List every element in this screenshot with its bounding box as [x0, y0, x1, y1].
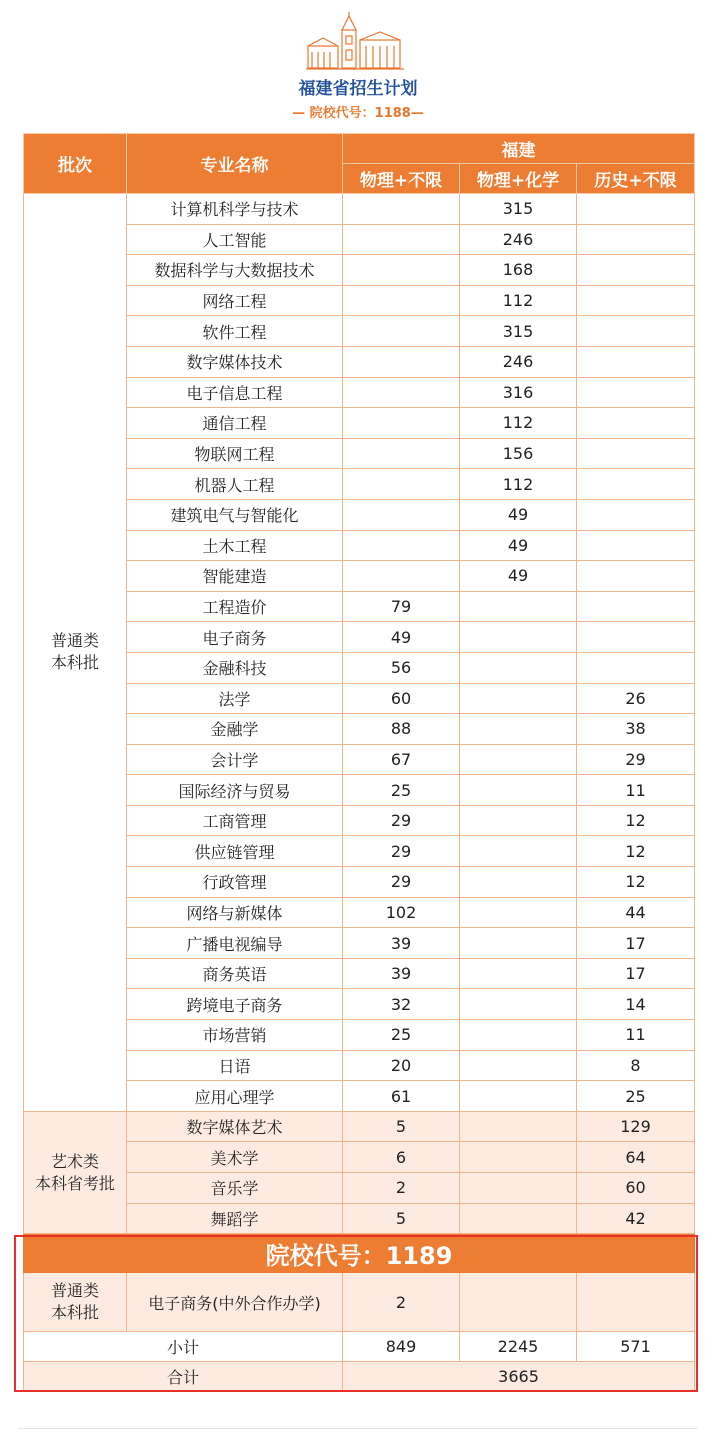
quota-physics-chemistry	[460, 928, 577, 959]
quota-history-any: 26	[577, 683, 695, 714]
quota-physics-any: 39	[343, 928, 460, 959]
major-name: 会计学	[127, 744, 343, 775]
divider	[18, 1428, 698, 1429]
quota-physics-any: 25	[343, 1020, 460, 1051]
subtotal-physics-any: 849	[343, 1332, 460, 1362]
quota-physics-any: 5	[343, 1203, 460, 1234]
major-name: 土木工程	[127, 530, 343, 561]
quota-history-any	[577, 530, 695, 561]
quota-physics-any	[343, 194, 460, 225]
quota-physics-chemistry	[460, 652, 577, 683]
major-name: 软件工程	[127, 316, 343, 347]
major-name: 音乐学	[127, 1173, 343, 1204]
major-name: 智能建造	[127, 561, 343, 592]
quota-physics-any: 32	[343, 989, 460, 1020]
quota-physics-chemistry: 49	[460, 530, 577, 561]
quota-history-any: 12	[577, 836, 695, 867]
quota-physics-chemistry: 49	[460, 499, 577, 530]
major-name: 计算机科学与技术	[127, 194, 343, 225]
major-name: 金融科技	[127, 652, 343, 683]
quota-history-any	[577, 469, 695, 500]
quota-physics-chemistry	[460, 591, 577, 622]
total-value: 3665	[343, 1362, 695, 1392]
quota-physics-chemistry	[460, 867, 577, 898]
major-name: 日语	[127, 1050, 343, 1081]
quota-history-any: 14	[577, 989, 695, 1020]
quota-physics-any: 2	[343, 1273, 460, 1332]
major-name: 供应链管理	[127, 836, 343, 867]
campus-building-logo-icon	[306, 12, 404, 72]
subtotal-label: 小计	[24, 1332, 343, 1362]
quota-physics-any	[343, 561, 460, 592]
quota-physics-chemistry	[460, 1020, 577, 1051]
quota-physics-any: 25	[343, 775, 460, 806]
subtotal-physics-chemistry: 2245	[460, 1332, 577, 1362]
quota-physics-chemistry: 156	[460, 438, 577, 469]
quota-history-any	[577, 499, 695, 530]
quota-physics-chemistry	[460, 836, 577, 867]
quota-history-any: 17	[577, 958, 695, 989]
major-name: 商务英语	[127, 958, 343, 989]
batch-label-line2: 本科省考批	[34, 1173, 115, 1193]
quota-physics-any	[343, 469, 460, 500]
total-label: 合计	[24, 1362, 343, 1392]
table-row	[24, 194, 695, 225]
header-province: 福建	[343, 134, 695, 164]
quota-history-any	[577, 622, 695, 653]
quota-physics-any	[343, 285, 460, 316]
quota-physics-any: 5	[343, 1111, 460, 1142]
major-name: 数字媒体技术	[127, 346, 343, 377]
quota-physics-chemistry	[460, 1050, 577, 1081]
major-name: 电子商务(中外合作办学)	[127, 1273, 343, 1332]
enrollment-plan-table	[23, 133, 695, 1392]
major-name: 舞蹈学	[127, 1203, 343, 1234]
major-name: 建筑电气与智能化	[127, 499, 343, 530]
quota-physics-any	[343, 316, 460, 347]
major-name: 市场营销	[127, 1020, 343, 1051]
major-name: 美术学	[127, 1142, 343, 1173]
major-name: 广播电视编导	[127, 928, 343, 959]
quota-history-any: 11	[577, 1020, 695, 1051]
quota-history-any	[577, 561, 695, 592]
major-name: 人工智能	[127, 224, 343, 255]
school-code-banner-row	[24, 1234, 695, 1273]
quota-physics-chemistry: 112	[460, 469, 577, 500]
page-title: 福建省招生计划	[298, 79, 418, 99]
major-name: 法学	[127, 683, 343, 714]
header-history-any: 历史+不限	[577, 164, 695, 194]
quota-history-any: 44	[577, 897, 695, 928]
quota-history-any: 17	[577, 928, 695, 959]
quota-physics-chemistry: 315	[460, 316, 577, 347]
quota-physics-chemistry: 246	[460, 346, 577, 377]
quota-physics-chemistry	[460, 1081, 577, 1112]
quota-physics-chemistry	[460, 683, 577, 714]
quota-history-any	[577, 591, 695, 622]
quota-physics-chemistry	[460, 744, 577, 775]
batch-label	[24, 1273, 127, 1332]
quota-physics-chemistry	[460, 622, 577, 653]
quota-physics-chemistry: 112	[460, 285, 577, 316]
quota-physics-chemistry: 315	[460, 194, 577, 225]
batch-label	[24, 1111, 127, 1233]
subtotal-row	[24, 1332, 695, 1362]
quota-history-any	[577, 194, 695, 225]
total-row	[24, 1362, 695, 1392]
major-name: 通信工程	[127, 408, 343, 439]
quota-history-any	[577, 438, 695, 469]
major-name: 跨境电子商务	[127, 989, 343, 1020]
school-code-banner: 院校代号：1189	[24, 1234, 695, 1273]
quota-physics-chemistry: 49	[460, 561, 577, 592]
quota-physics-any: 29	[343, 867, 460, 898]
header-batch: 批次	[24, 134, 127, 194]
batch-label-line1: 艺术类	[50, 1151, 99, 1171]
major-name: 网络与新媒体	[127, 897, 343, 928]
quota-physics-any: 79	[343, 591, 460, 622]
quota-physics-any	[343, 377, 460, 408]
major-name: 电子商务	[127, 622, 343, 653]
major-name: 数字媒体艺术	[127, 1111, 343, 1142]
quota-physics-any: 2	[343, 1173, 460, 1204]
quota-history-any: 38	[577, 714, 695, 745]
quota-physics-any	[343, 499, 460, 530]
quota-history-any: 25	[577, 1081, 695, 1112]
quota-physics-any: 102	[343, 897, 460, 928]
quota-physics-any: 6	[343, 1142, 460, 1173]
quota-physics-chemistry: 316	[460, 377, 577, 408]
quota-physics-any: 29	[343, 805, 460, 836]
major-name: 网络工程	[127, 285, 343, 316]
quota-physics-chemistry	[460, 1273, 577, 1332]
quota-physics-chemistry	[460, 989, 577, 1020]
quota-physics-chemistry	[460, 897, 577, 928]
school-code-subtitle: — 院校代号：1188—	[292, 106, 424, 121]
quota-history-any	[577, 316, 695, 347]
quota-physics-any: 39	[343, 958, 460, 989]
quota-physics-chemistry: 112	[460, 408, 577, 439]
major-name: 应用心理学	[127, 1081, 343, 1112]
quota-history-any	[577, 652, 695, 683]
quota-physics-any	[343, 255, 460, 286]
quota-physics-any	[343, 224, 460, 255]
quota-history-any	[577, 224, 695, 255]
major-name: 金融学	[127, 714, 343, 745]
major-name: 机器人工程	[127, 469, 343, 500]
quota-history-any	[577, 408, 695, 439]
quota-physics-chemistry: 168	[460, 255, 577, 286]
quota-history-any	[577, 377, 695, 408]
batch-label-line2: 本科批	[50, 1303, 99, 1323]
quota-history-any: 12	[577, 867, 695, 898]
quota-physics-any	[343, 530, 460, 561]
quota-physics-chemistry	[460, 1142, 577, 1173]
major-name: 工商管理	[127, 805, 343, 836]
quota-physics-any: 88	[343, 714, 460, 745]
header-physics-any: 物理+不限	[343, 164, 460, 194]
quota-physics-chemistry	[460, 1111, 577, 1142]
quota-history-any	[577, 255, 695, 286]
major-name: 电子信息工程	[127, 377, 343, 408]
quota-physics-any: 56	[343, 652, 460, 683]
quota-physics-any	[343, 438, 460, 469]
quota-physics-any: 60	[343, 683, 460, 714]
header-major: 专业名称	[127, 134, 343, 194]
quota-physics-any: 67	[343, 744, 460, 775]
quota-history-any: 42	[577, 1203, 695, 1234]
quota-physics-any: 29	[343, 836, 460, 867]
quota-physics-chemistry	[460, 1203, 577, 1234]
quota-history-any: 60	[577, 1173, 695, 1204]
header-physics-chemistry: 物理+化学	[460, 164, 577, 194]
quota-history-any: 29	[577, 744, 695, 775]
major-name: 国际经济与贸易	[127, 775, 343, 806]
batch-label	[24, 194, 127, 1112]
quota-physics-any	[343, 346, 460, 377]
quota-history-any: 129	[577, 1111, 695, 1142]
quota-history-any	[577, 285, 695, 316]
batch-label-line1: 普通类	[50, 631, 99, 651]
quota-history-any: 12	[577, 805, 695, 836]
table-row	[24, 1273, 695, 1332]
quota-physics-any: 61	[343, 1081, 460, 1112]
major-name: 行政管理	[127, 867, 343, 898]
quota-physics-any	[343, 408, 460, 439]
quota-history-any: 64	[577, 1142, 695, 1173]
quota-physics-chemistry	[460, 958, 577, 989]
quota-history-any: 11	[577, 775, 695, 806]
quota-physics-chemistry	[460, 805, 577, 836]
major-name: 数据科学与大数据技术	[127, 255, 343, 286]
quota-history-any	[577, 1273, 695, 1332]
subtotal-history-any: 571	[577, 1332, 695, 1362]
batch-label-line2: 本科批	[50, 653, 99, 673]
batch-label-line1: 普通类	[50, 1281, 99, 1301]
quota-physics-chemistry: 246	[460, 224, 577, 255]
table-row	[24, 1111, 695, 1142]
quota-physics-any: 49	[343, 622, 460, 653]
quota-physics-chemistry	[460, 714, 577, 745]
quota-physics-chemistry	[460, 775, 577, 806]
quota-history-any	[577, 346, 695, 377]
major-name: 物联网工程	[127, 438, 343, 469]
quota-physics-any: 20	[343, 1050, 460, 1081]
major-name: 工程造价	[127, 591, 343, 622]
quota-history-any: 8	[577, 1050, 695, 1081]
quota-physics-chemistry	[460, 1173, 577, 1204]
